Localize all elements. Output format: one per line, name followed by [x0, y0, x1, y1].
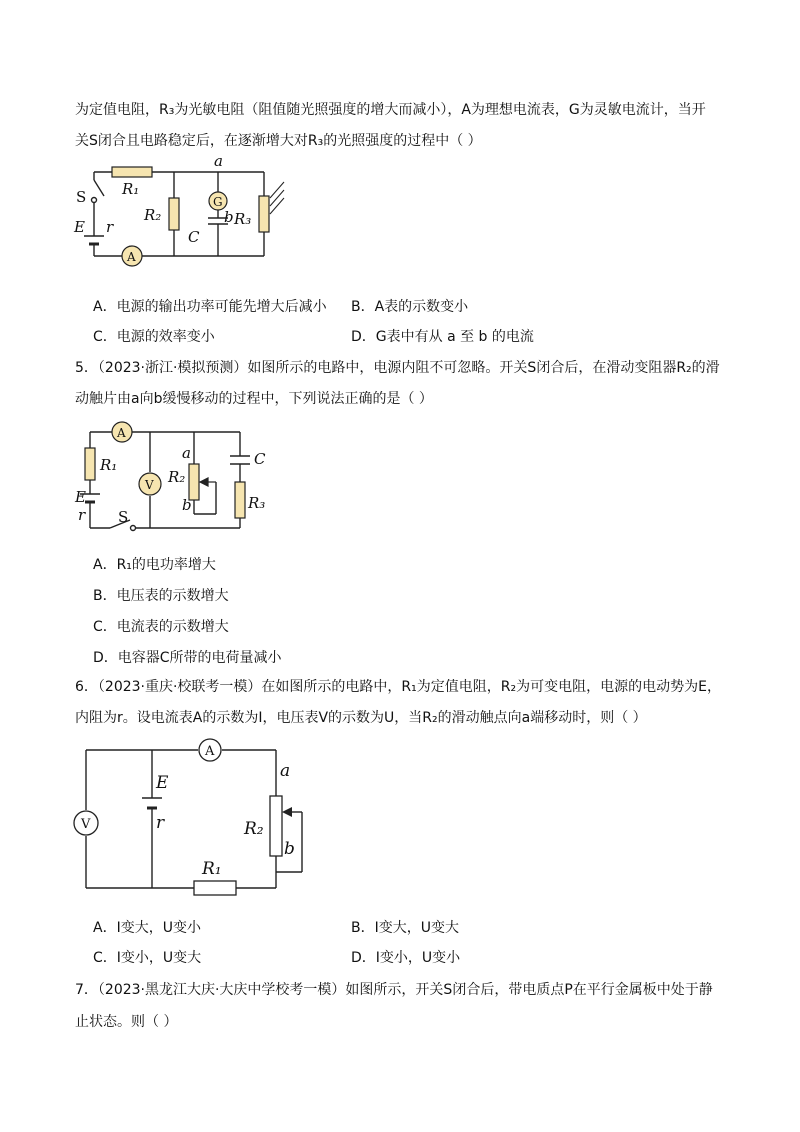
- q5-label-c: C: [254, 450, 266, 468]
- q4-resistor-r2: [169, 198, 179, 230]
- q5-label-e: E: [75, 488, 86, 506]
- q6-stem-line1: 6．（2023·重庆·校联考一模）在如图所示的电路中，R₁为定值电阻，R₂为可变电阻，电源的电动势为E，: [75, 679, 721, 695]
- q6-resistor-r1: [194, 881, 236, 895]
- q4-option-d: D．G表中有从 a 至 b 的电流: [351, 329, 534, 345]
- q5-resistor-r1: [85, 448, 95, 480]
- q4-label-r3: R₃: [234, 210, 252, 228]
- q4-resistor-r1: [112, 167, 152, 177]
- q4-switch: [92, 180, 105, 203]
- q5-label-b: b: [182, 496, 192, 514]
- q5-option-b: B．电压表的示数增大: [93, 588, 229, 604]
- q5-label-a: a: [182, 444, 191, 462]
- q5-resistor-r2: [189, 464, 199, 500]
- q5-capacitor: [230, 456, 250, 464]
- q6-option-b: B．I变大，U变大: [351, 920, 459, 936]
- q6-option-c: C．I变小，U变大: [93, 950, 202, 966]
- q5-stem-line1: 5．（2023·浙江·模拟预测）如图所示的电路中，电源内阻不可忽略。开关S闭合后，在滑动变阻器R₂的滑: [75, 360, 720, 376]
- q6-label-r2: R₂: [244, 819, 264, 839]
- q4-label-a: a: [214, 152, 223, 170]
- q4-light-arrows: [270, 182, 284, 214]
- q4-label-r1: R₁: [122, 180, 140, 198]
- q4-label-r: r: [106, 218, 114, 236]
- q6-circuit-figure: [70, 738, 320, 898]
- q5-stem-line2: 动触片由a向b缓慢移动的过程中，下列说法正确的是（ ）: [75, 391, 433, 407]
- q4-label-b: b: [224, 208, 234, 226]
- q6-resistor-r2: [270, 796, 282, 856]
- q5-option-c: C．电流表的示数增大: [93, 619, 229, 635]
- q5-label-s: S: [118, 508, 129, 526]
- q5-option-a: A．R₁的电功率增大: [93, 557, 216, 573]
- q4-circuit-figure: [70, 152, 280, 270]
- q4-label-r2: R₂: [144, 206, 162, 224]
- q5-circuit-figure: [70, 420, 270, 540]
- q6-label-r1: R₁: [202, 859, 222, 879]
- q6-label-b: b: [284, 839, 295, 859]
- q6-option-d: D．I变小，U变小: [351, 950, 461, 966]
- q4-resistor-r3: [259, 196, 269, 232]
- q4-label-e: E: [74, 218, 85, 236]
- q4-battery: [84, 236, 104, 244]
- q4-option-c: C．电源的效率变小: [93, 329, 215, 345]
- q5-option-d: D．电容器C所带的电荷量减小: [93, 650, 282, 666]
- q4-label-c: C: [188, 228, 200, 246]
- q6-option-a: A．I变大，U变小: [93, 920, 201, 936]
- q7-stem-line1: 7．（2023·黑龙江大庆·大庆中学校考一模）如图所示，开关S闭合后，带电质点P在平行金属板中处于静: [75, 982, 713, 998]
- q6-slider-arrow: [282, 807, 292, 817]
- q5-resistor-r3: [235, 482, 245, 518]
- q6-label-r: r: [156, 813, 165, 833]
- q4-label-g: G: [213, 195, 223, 209]
- q4-stem-line1: 为定值电阻，R₃为光敏电阻（阻值随光照强度的增大而减小），A为理想电流表，G为灵敏电流计，当开: [75, 102, 706, 118]
- q6-label-e: E: [156, 773, 169, 793]
- q4-label-ammeter: A: [127, 250, 136, 264]
- q5-label-ammeter: A: [117, 426, 126, 440]
- q6-label-a: a: [280, 761, 291, 781]
- q5-slider-arrow: [200, 478, 208, 486]
- q4-option-a: A．电源的输出功率可能先增大后减小: [93, 299, 327, 315]
- q5-label-r3: R₃: [248, 494, 266, 512]
- q5-label-voltmeter: V: [145, 478, 154, 492]
- q6-label-voltmeter: V: [81, 817, 91, 832]
- q6-battery: [142, 798, 162, 808]
- q5-label-r1: R₁: [100, 456, 118, 474]
- q5-label-r2: R₂: [168, 468, 186, 486]
- q6-stem-line2: 内阻为r。设电流表A的示数为I，电压表V的示数为U，当R₂的滑动触点向a端移动时，则（ ）: [75, 710, 647, 726]
- q4-option-b: B．A表的示数变小: [351, 299, 469, 315]
- q4-label-s: S: [76, 188, 87, 206]
- q7-stem-line2: 止状态。则（ ）: [75, 1014, 178, 1030]
- q5-label-r: r: [78, 506, 86, 524]
- q6-label-ammeter: A: [205, 744, 215, 759]
- q4-stem-line2: 关S闭合且电路稳定后，在逐渐增大对R₃的光照强度的过程中（ ）: [75, 133, 482, 149]
